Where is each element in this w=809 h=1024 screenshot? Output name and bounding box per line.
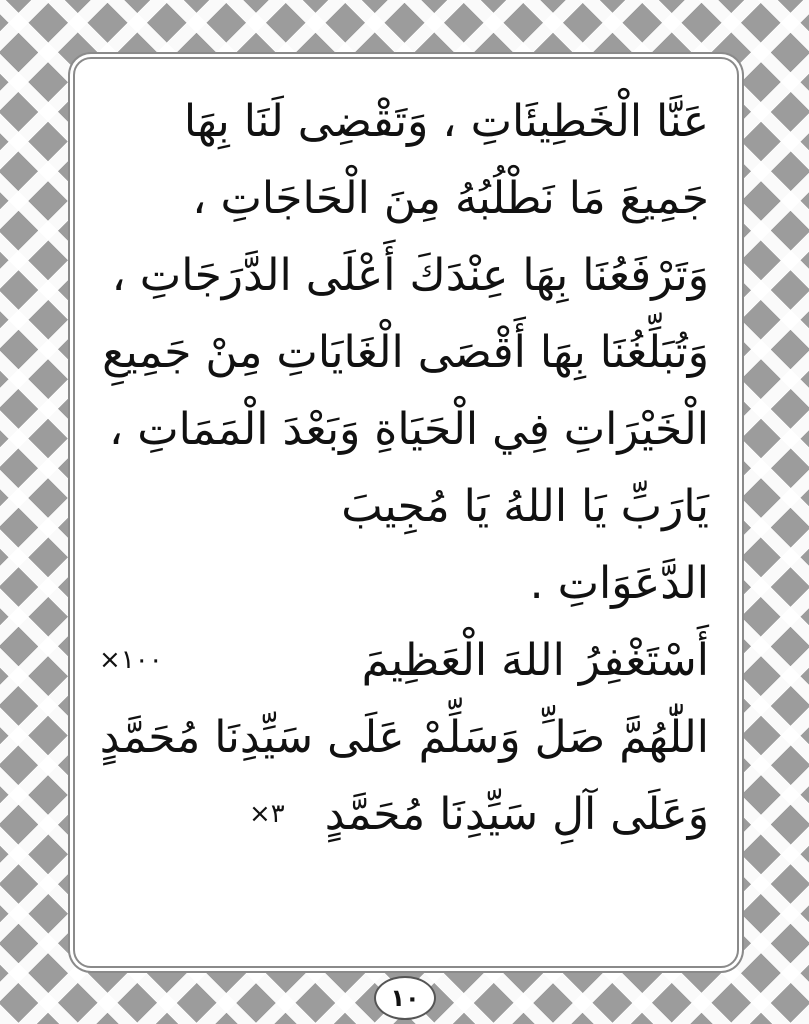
repetition-count: ١٠٠× [99, 645, 163, 675]
line-text: وَتُبَلِّغُنَا بِهَا أَقْصَى الْغَايَاتِ مِنْ جَمِيعِ [102, 327, 709, 378]
line-text: جَمِيعَ مَا نَطْلُبُهُ مِنَ الْحَاجَاتِ ، [192, 173, 709, 224]
page-panel [73, 57, 739, 968]
text-line [99, 391, 709, 468]
text-line [99, 314, 709, 391]
line-text: الْخَيْرَاتِ فِي الْحَيَاةِ وَبَعْدَ الْمَمَاتِ ، [109, 404, 709, 455]
text-line [99, 699, 709, 776]
text-line [99, 622, 709, 699]
line-text: وَتَرْفَعُنَا بِهَا عِنْدَكَ أَعْلَى الدَّرَجَاتِ ، [111, 250, 709, 301]
line-text: الدَّعَوَاتِ . [529, 558, 709, 609]
text-line [99, 776, 709, 853]
line-text: يَارَبِّ يَا اللهُ يَا مُجِيبَ [341, 481, 709, 532]
text-line [99, 83, 709, 160]
line-text: عَنَّا الْخَطِيئَاتِ ، وَتَقْضِى لَنَا بِهَا [183, 96, 709, 147]
text-line [99, 237, 709, 314]
text-line [99, 160, 709, 237]
line-text: أَسْتَغْفِرُ اللهَ الْعَظِيمَ [361, 635, 709, 686]
prayer-text-block [99, 83, 709, 853]
page-number: ١٠ [374, 976, 436, 1020]
text-line [99, 468, 709, 545]
line-text: اللّٰهُمَّ صَلِّ وَسَلِّمْ عَلَى سَيِّدِنَا مُحَمَّدٍ [99, 712, 709, 763]
text-line [99, 545, 709, 622]
repetition-count: ٣× [249, 799, 285, 829]
line-text: وَعَلَى آلِ سَيِّدِنَا مُحَمَّدٍ [324, 789, 709, 840]
